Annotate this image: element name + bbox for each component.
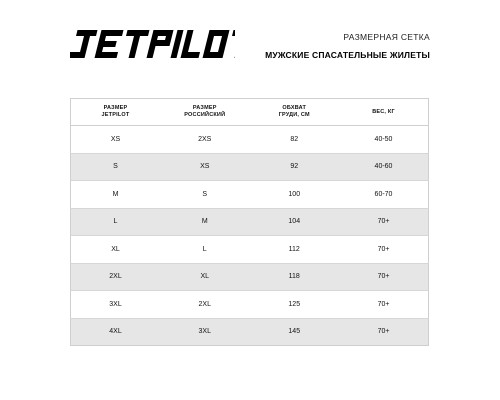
table-row bbox=[71, 263, 429, 291]
page-subtitle: РАЗМЕРНАЯ СЕТКА bbox=[343, 32, 430, 42]
header-line: ГРУДИ, СМ bbox=[278, 112, 310, 118]
chart-header bbox=[265, 31, 430, 61]
header-weight bbox=[339, 99, 429, 126]
table-row bbox=[71, 291, 429, 319]
cell-russian-size: XL bbox=[160, 263, 250, 291]
cell-weight: 70+ bbox=[339, 208, 429, 236]
header-line: ОБХВАТ bbox=[282, 105, 307, 111]
cell-jetpilot-size: S bbox=[71, 153, 161, 181]
cell-jetpilot-size: XS bbox=[71, 126, 161, 154]
table-row bbox=[71, 208, 429, 236]
header-chest-girth bbox=[250, 99, 340, 126]
header-line: РАЗМЕР bbox=[192, 105, 217, 111]
header-jetpilot-size bbox=[71, 99, 161, 126]
cell-chest-girth: 100 bbox=[250, 181, 340, 209]
cell-russian-size: M bbox=[160, 208, 250, 236]
header-line: ВЕС, КГ bbox=[372, 108, 395, 115]
table-row bbox=[71, 181, 429, 209]
cell-weight: 70+ bbox=[339, 291, 429, 319]
cell-russian-size: S bbox=[160, 181, 250, 209]
cell-weight: 70+ bbox=[339, 263, 429, 291]
cell-chest-girth: 118 bbox=[250, 263, 340, 291]
cell-jetpilot-size: M bbox=[71, 181, 161, 209]
cell-jetpilot-size: L bbox=[71, 208, 161, 236]
table-row bbox=[71, 126, 429, 154]
header-russian-size bbox=[160, 99, 250, 126]
jetpilot-logo bbox=[70, 28, 235, 62]
size-chart-table bbox=[70, 98, 429, 346]
cell-russian-size: 3XL bbox=[160, 318, 250, 346]
cell-jetpilot-size: 3XL bbox=[71, 291, 161, 319]
page-title: МУЖСКИЕ СПАСАТЕЛЬНЫЕ ЖИЛЕТЫ bbox=[265, 50, 430, 60]
header-line: РОССИЙСКИЙ bbox=[184, 112, 226, 118]
cell-chest-girth: 104 bbox=[250, 208, 340, 236]
cell-weight: 70+ bbox=[339, 236, 429, 264]
cell-chest-girth: 82 bbox=[250, 126, 340, 154]
cell-jetpilot-size: 4XL bbox=[71, 318, 161, 346]
cell-weight: 60-70 bbox=[339, 181, 429, 209]
table-row bbox=[71, 153, 429, 181]
header-line: JETPILOT bbox=[101, 112, 130, 118]
cell-russian-size: L bbox=[160, 236, 250, 264]
cell-jetpilot-size: 2XL bbox=[71, 263, 161, 291]
cell-weight: 40-50 bbox=[339, 126, 429, 154]
table-row bbox=[71, 318, 429, 346]
cell-chest-girth: 92 bbox=[250, 153, 340, 181]
cell-russian-size: XS bbox=[160, 153, 250, 181]
cell-jetpilot-size: XL bbox=[71, 236, 161, 264]
cell-chest-girth: 125 bbox=[250, 291, 340, 319]
table-header-row bbox=[71, 99, 429, 126]
cell-russian-size: 2XS bbox=[160, 126, 250, 154]
cell-russian-size: 2XL bbox=[160, 291, 250, 319]
table-row bbox=[71, 236, 429, 264]
cell-weight: 40-60 bbox=[339, 153, 429, 181]
header-line: РАЗМЕР bbox=[103, 105, 128, 111]
cell-chest-girth: 112 bbox=[250, 236, 340, 264]
cell-chest-girth: 145 bbox=[250, 318, 340, 346]
cell-weight: 70+ bbox=[339, 318, 429, 346]
